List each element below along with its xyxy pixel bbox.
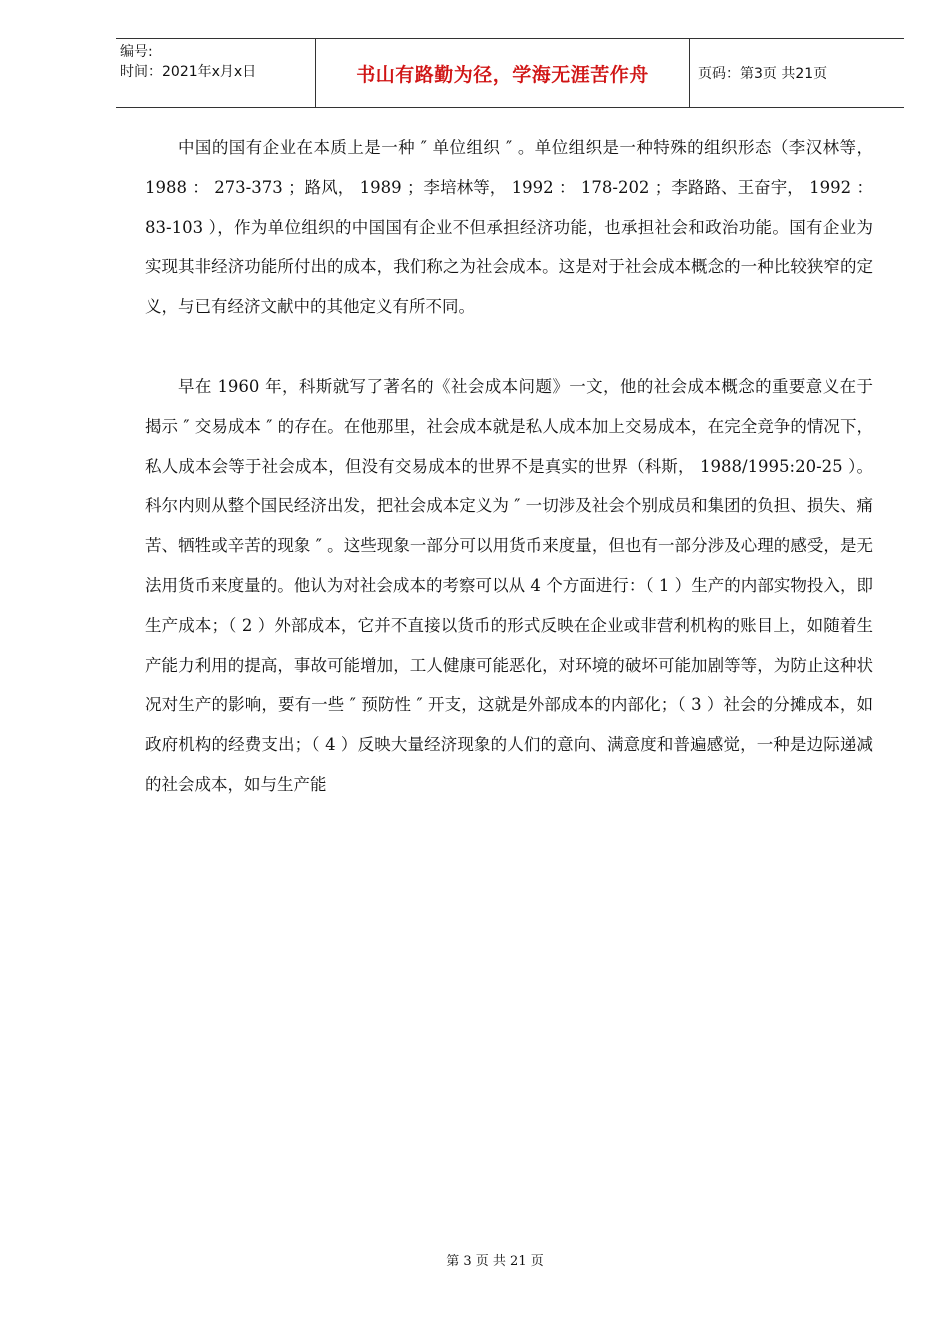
header-meta [116,39,316,107]
time-label: 时间：2021年x月x日 [120,64,257,80]
paragraph-1: 中国的国有企业在本质上是一种 ″ 单位组织 ″ 。单位组织是一种特殊的组织形态（李汉林等， 1988 ： 273-373 ；路风， 1989 ；李培林等， 1992 ： 178-202 ；李路路、王奋宇， 1992 ： 83-103 ），作为单位组织的中国国有企业不但承担经济功能，也承担社会和政治功能。国有企业为实现其非经济功能所付出的成本，我们称之为社会成本。这是对于社会成本概念的一种比较狭窄的定义，与已有经济文献中的其他定义有所不同。 [145,138,873,317]
document-body [145,128,873,805]
serial-label: 编号: [120,44,153,60]
header-page-info: 页码：第3页 共21页 [698,66,828,82]
page-footer: 第 3 页 共 21 页 [446,1254,544,1269]
header-motto: 书山有路勤为径，学海无涯苦作舟 [316,39,690,107]
paragraph-2: 早在 1960 年，科斯就写了著名的《社会成本问题》一文，他的社会成本概念的重要意义在于揭示 ″ 交易成本 ″ 的存在。在他那里，社会成本就是私人成本加上交易成本，在完全竞争的情况下，私人成本会等于社会成本，但没有交易成本的世界不是真实的世界（科斯， 1988/1995:20-25 ）。科尔内则从整个国民经济出发，把社会成本定义为 ″ 一切涉及社会个别成员和集团的负担、损失、痛苦、牺牲或辛苦的现象 ″ 。这些现象一部分可以用货币来度量，但也有一部分涉及心理的感受，是无法用货币来度量的。他认为对社会成本的考察可以从 4 个方面进行：（ 1 ）生产的内部实物投入，即生产成本；（ 2 ）外部成本，它并不直接以货币的形式反映在企业或非营利机构的账目上，如随着生产能力利用的提高，事故可能增加，工人健康可能恶化，对环境的破坏可能加剧等等，为防止这种状况对生产的影响，要有一些 ″ 预防性 ″ 开支，这就是外部成本的内部化；（ 3 ）社会的分摊成本，如政府机构的经费支出；（ 4 ）反映大量经济现象的人们的意向、满意度和普遍感觉，一种是边际递减的社会成本，如与生产能 [145,376,873,794]
page-header [116,38,904,108]
